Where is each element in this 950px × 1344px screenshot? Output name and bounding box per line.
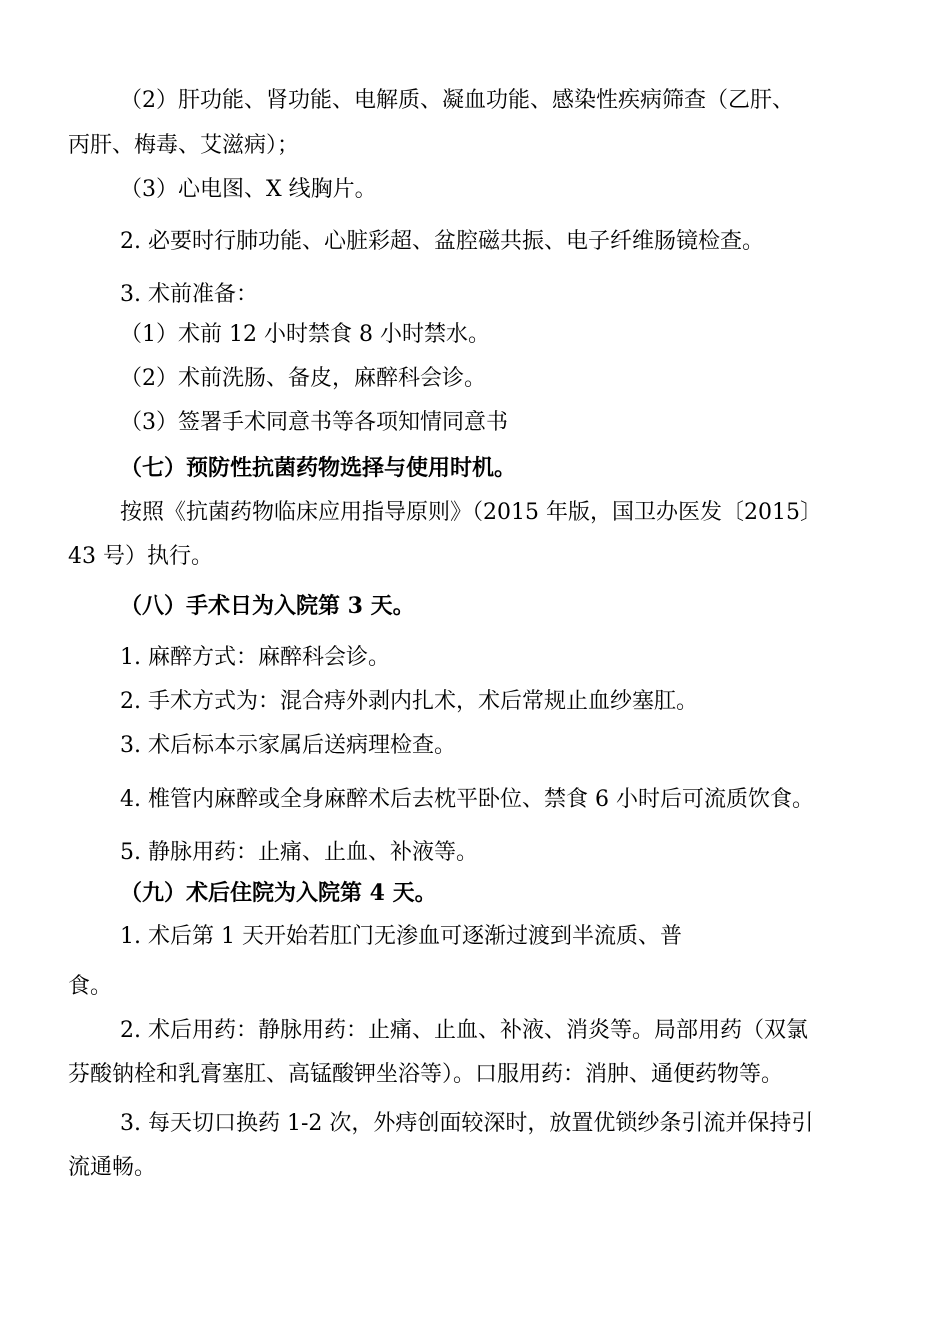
text-line: （2）肝功能、肾功能、电解质、凝血功能、感染性疾病筛查（乙肝、 [120, 88, 794, 113]
text-line: 流通畅。 [68, 1155, 157, 1180]
text-line: 43 号）执行。 [68, 544, 213, 569]
text-line: （3）签署手术同意书等各项知情同意书 [120, 410, 508, 435]
text-line: 丙肝、梅毒、艾滋病）； [68, 133, 300, 158]
section-heading: （八）手术日为入院第 3 天。 [120, 593, 415, 619]
text-line: 2. 术后用药：静脉用药：止痛、止血、补液、消炎等。局部用药（双氯 [120, 1018, 808, 1043]
text-line: （1）术前 12 小时禁食 8 小时禁水。 [120, 322, 490, 347]
section-heading: （九）术后住院为入院第 4 天。 [120, 880, 437, 906]
text-line: 食。 [68, 974, 113, 999]
text-line: （3）心电图、X 线胸片。 [120, 177, 377, 202]
text-line: 4. 椎管内麻醉或全身麻醉术后去枕平卧位、禁食 6 小时后可流质饮食。 [120, 787, 814, 812]
text-line: 3. 术后标本示家属后送病理检查。 [120, 733, 456, 758]
text-line: 芬酸钠栓和乳膏塞肛、高锰酸钾坐浴等）。口服用药：消肿、通便药物等。 [68, 1062, 784, 1087]
text-line: 5. 静脉用药：止痛、止血、补液等。 [120, 840, 478, 865]
text-line: （2）术前洗肠、备皮，麻醉科会诊。 [120, 366, 486, 391]
text-line: 1. 术后第 1 天开始若肛门无渗血可逐渐过渡到半流质、普 [120, 924, 682, 949]
text-line: 1. 麻醉方式：麻醉科会诊。 [120, 645, 390, 670]
text-line: 3. 每天切口换药 1-2 次，外痔创面较深时，放置优锁纱条引流并保持引 [120, 1111, 814, 1136]
text-line: 按照《抗菌药物临床应用指导原则》（2015 年版，国卫办医发〔2015〕 [120, 500, 822, 525]
section-heading: （七）预防性抗菌药物选择与使用时机。 [120, 455, 517, 481]
text-line: 2. 手术方式为：混合痔外剥内扎术，术后常规止血纱塞肛。 [120, 689, 698, 714]
text-line: 3. 术前准备： [120, 282, 258, 307]
text-line: 2. 必要时行肺功能、心脏彩超、盆腔磁共振、电子纤维肠镜检查。 [120, 229, 764, 254]
